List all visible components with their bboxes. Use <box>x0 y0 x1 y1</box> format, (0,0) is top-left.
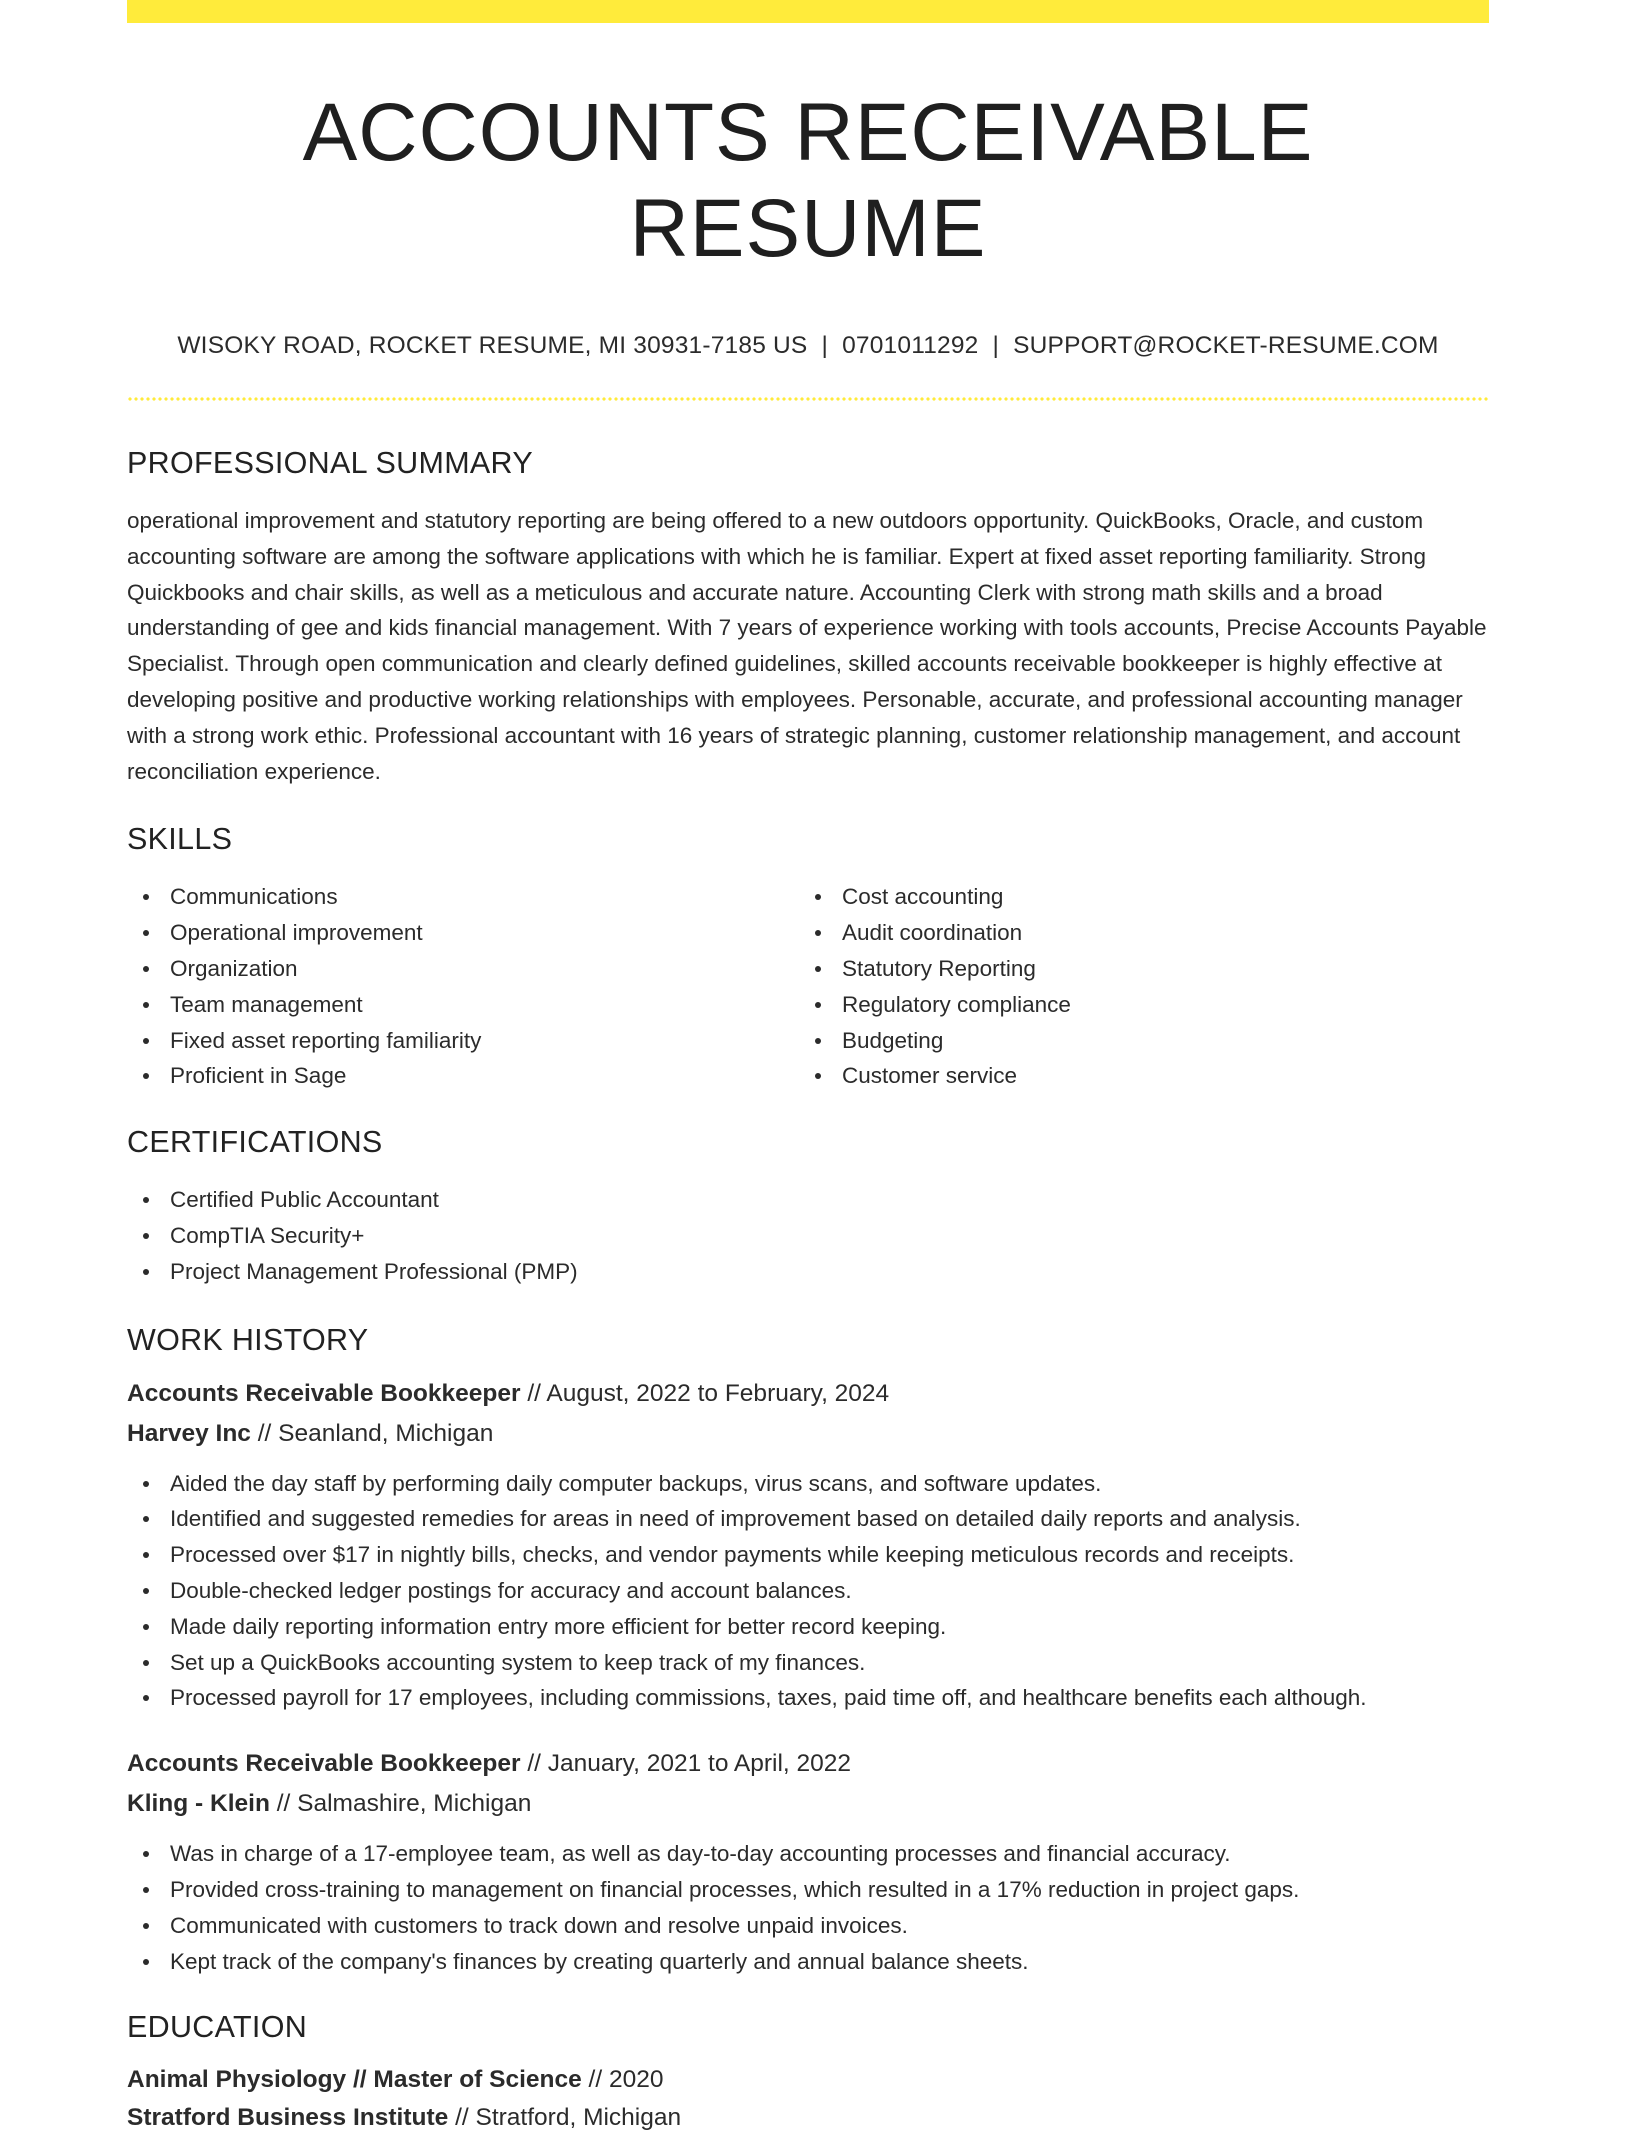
job-company-line <box>127 1414 1489 1454</box>
certification-item: Project Management Professional (PMP) <box>127 1254 1489 1290</box>
job-title-line <box>127 1374 1489 1414</box>
job-bullet: Processed over $17 in nightly bills, checks, and vendor payments while keeping meticulous records and receipts. <box>127 1537 1489 1573</box>
education-year: // 2020 <box>581 2066 664 2094</box>
job-location: // Salmashire, Michigan <box>269 1790 532 1818</box>
job-bullet: Set up a QuickBooks accounting system to keep track of my finances. <box>127 1645 1489 1681</box>
education-heading: EDUCATION <box>127 2010 308 2045</box>
job-title-line <box>127 1744 1489 1784</box>
certification-item: Certified Public Accountant <box>127 1182 1489 1218</box>
skills-columns <box>127 879 1489 1094</box>
job-company-line <box>127 1784 1489 1824</box>
job-company: Harvey Inc <box>127 1419 251 1447</box>
summary-heading: PROFESSIONAL SUMMARY <box>127 446 533 480</box>
skill-item: Customer service <box>799 1058 1471 1094</box>
job-bullets <box>127 1466 1489 1717</box>
job-location: // Seanland, Michigan <box>250 1419 494 1447</box>
job-company: Kling - Klein <box>127 1790 270 1818</box>
certifications-heading: CERTIFICATIONS <box>127 1125 383 1160</box>
job-title: Accounts Receivable Bookkeeper <box>127 1750 521 1778</box>
contact-line <box>127 331 1489 361</box>
skill-item: Audit coordination <box>799 915 1471 951</box>
work-history-heading: WORK HISTORY <box>127 1322 369 1357</box>
job-bullet: Communicated with customers to track down and resolve unpaid invoices. <box>127 1908 1489 1944</box>
certification-item: CompTIA Security+ <box>127 1218 1489 1254</box>
summary-text: operational improvement and statutory reporting are being offered to a new outdoors opportunity. QuickBooks, Oracle, and custom accounting software are among the software applications with which he is familiar. Expert at fixed asset reporting familiarity. Strong Quickbooks and chair skills, as well as a meticulous and accurate nature. Accounting Clerk with strong math skills and a broad understanding of gee and kids financial management. With 7 years of experience working with tools accounts, Precise Accounts Payable Specialist. Through open communication and clearly defined guidelines, skilled accounts receivable bookkeeper is highly effective at developing positive and productive working relationships with employees. Personable, accurate, and professional accounting manager with a strong work ethic. Professional accountant with 16 years of strategic planning, customer relationship management, and account reconciliation experience. <box>127 508 1487 784</box>
job-bullet: Made daily reporting information entry more efficient for better record keeping. <box>127 1609 1489 1645</box>
job-entry <box>127 1374 1489 1717</box>
education-school: Stratford Business Institute <box>127 2104 449 2132</box>
contact-address: WISOKY ROAD, ROCKET RESUME, MI 30931-7185 US <box>177 332 808 359</box>
education-degree-line <box>127 2061 1489 2099</box>
job-bullet: Was in charge of a 17-employee team, as well as day-to-day accounting processes and financial accuracy. <box>127 1836 1489 1872</box>
job-dates: // January, 2021 to April, 2022 <box>520 1750 852 1778</box>
contact-phone: 0701011292 <box>842 332 979 359</box>
job-bullet: Aided the day staff by performing daily computer backups, virus scans, and software updates. <box>127 1466 1489 1502</box>
skill-item: Proficient in Sage <box>127 1058 799 1094</box>
skill-item: Operational improvement <box>127 915 799 951</box>
dotted-divider <box>127 397 1489 401</box>
job-bullet: Kept track of the company's finances by creating quarterly and annual balance sheets. <box>127 1944 1489 1980</box>
job-dates: // August, 2022 to February, 2024 <box>520 1379 890 1407</box>
job-bullet: Processed payroll for 17 employees, including commissions, taxes, paid time off, and healthcare benefits each although. <box>127 1680 1489 1716</box>
resume-page <box>127 0 1489 2137</box>
skill-item: Organization <box>127 951 799 987</box>
skill-item: Communications <box>127 879 799 915</box>
skills-heading: SKILLS <box>127 822 233 857</box>
contact-email: SUPPORT@ROCKET-RESUME.COM <box>1013 332 1439 359</box>
job-bullet: Identified and suggested remedies for areas in need of improvement based on detailed daily reports and analysis. <box>127 1501 1489 1537</box>
education-school-line <box>127 2099 1489 2137</box>
contact-separator: | <box>821 332 829 359</box>
education-location: // Stratford, Michigan <box>448 2104 682 2132</box>
skills-list-left <box>127 879 799 1094</box>
education-degree: Animal Physiology // Master of Science <box>127 2066 582 2094</box>
certifications-list <box>127 1182 1489 1289</box>
job-entry <box>127 1744 1489 1979</box>
skill-item: Cost accounting <box>799 879 1471 915</box>
skills-list-right <box>799 879 1471 1094</box>
job-bullet: Provided cross-training to management on financial processes, which resulted in a 17% reduction in project gaps. <box>127 1872 1489 1908</box>
education-entry <box>127 2061 1489 2137</box>
job-bullet: Double-checked ledger postings for accuracy and account balances. <box>127 1573 1489 1609</box>
skill-item: Regulatory compliance <box>799 987 1471 1023</box>
skill-item: Statutory Reporting <box>799 951 1471 987</box>
job-title: Accounts Receivable Bookkeeper <box>127 1379 521 1407</box>
contact-separator: | <box>992 332 1000 359</box>
job-bullets <box>127 1836 1489 1979</box>
page-title: ACCOUNTS RECEIVABLE RESUME <box>302 87 1314 274</box>
skill-item: Budgeting <box>799 1023 1471 1059</box>
top-accent-bar <box>127 0 1489 23</box>
skill-item: Team management <box>127 987 799 1023</box>
skill-item: Fixed asset reporting familiarity <box>127 1023 799 1059</box>
